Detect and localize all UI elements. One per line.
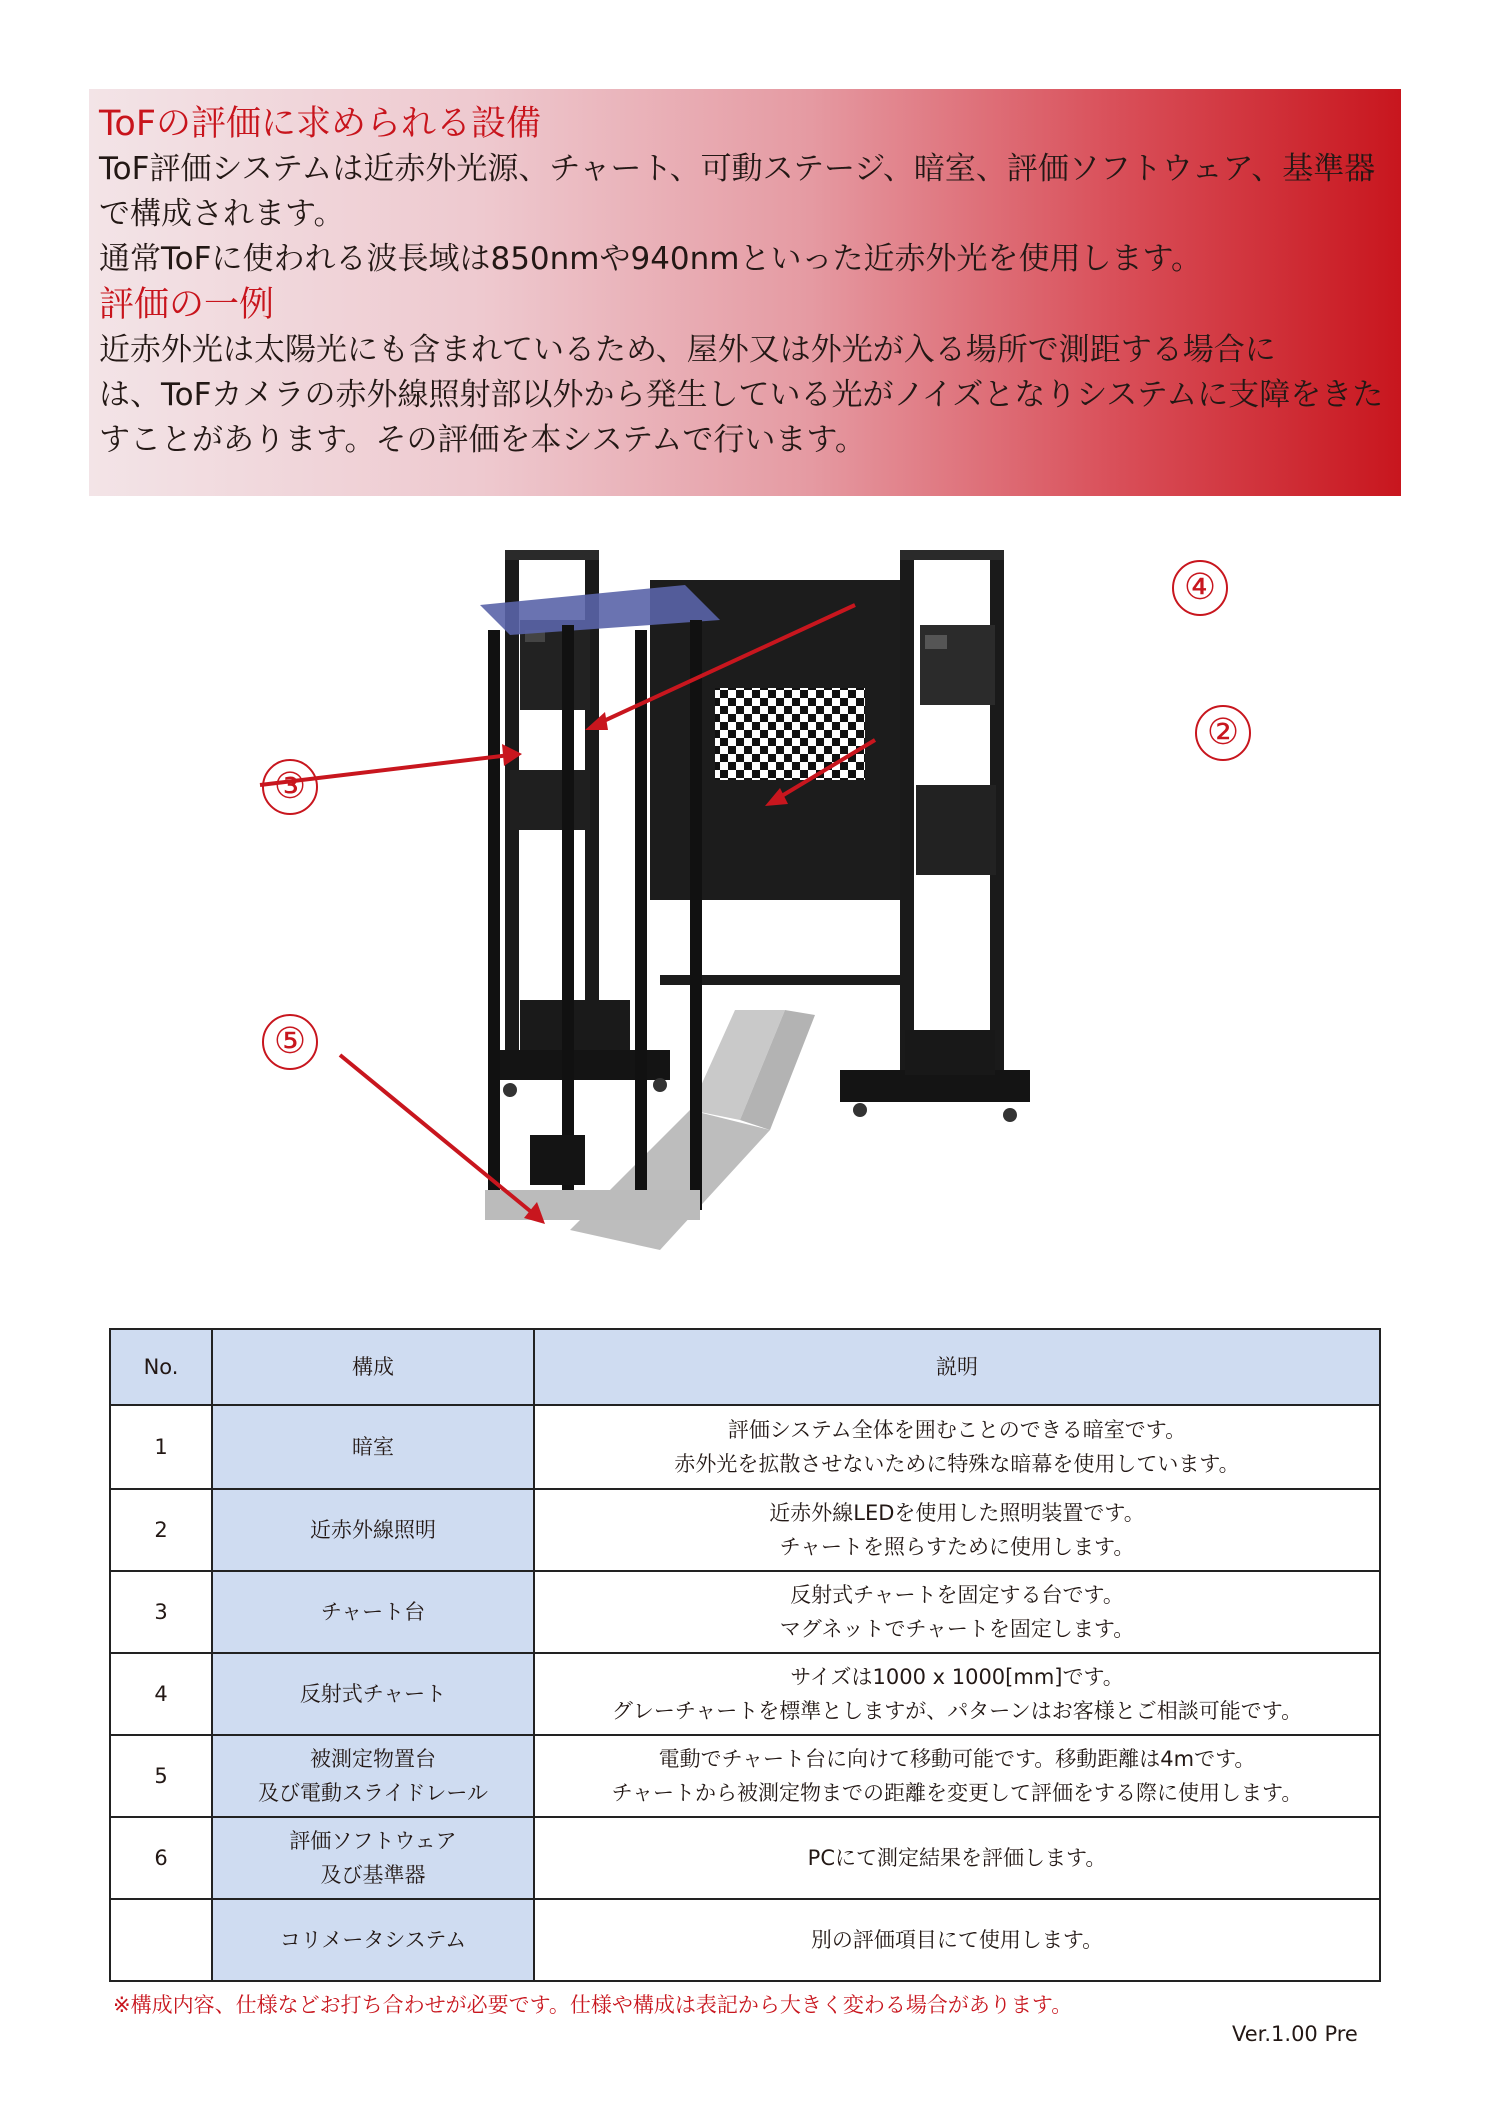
row-no: 3 xyxy=(110,1571,212,1653)
description-line: 赤外光を拡散させないために特殊な暗幕を使用しています。 xyxy=(674,1452,1240,1476)
description-line: PCにて測定結果を評価します。 xyxy=(807,1846,1107,1870)
row-component xyxy=(212,1817,534,1899)
callout-marker-3: ③ xyxy=(262,759,318,815)
component-text: 及び電動スライドレール xyxy=(258,1781,488,1805)
row-component xyxy=(212,1899,534,1981)
row-description xyxy=(534,1653,1380,1735)
table-row xyxy=(110,1899,1380,1981)
intro-text-line: で構成されます。 xyxy=(99,196,345,232)
component-text: コリメータシステム xyxy=(279,1928,467,1952)
component-text: 被測定物置台 xyxy=(310,1747,436,1771)
description-line: グレーチャートを標準としますが、パターンはお客様とご相談可能です。 xyxy=(611,1699,1303,1723)
example-text-line: は、ToFカメラの赤外線照射部以外から発生している光がノイズとなりシステムに支障をきた xyxy=(99,377,1384,413)
example-text-line: 近赤外光は太陽光にも含まれているため、屋外又は外光が入る場所で測距する場合に xyxy=(99,332,1276,368)
description-line: 近赤外線LEDを使用した照明装置です。 xyxy=(769,1501,1145,1525)
component-text: 及び基準器 xyxy=(320,1863,426,1887)
callout-marker-2: ② xyxy=(1195,705,1251,761)
table-row xyxy=(110,1489,1380,1571)
intro-banner xyxy=(89,89,1401,496)
callout-marker-5: ⑤ xyxy=(262,1014,318,1070)
example-text-line: すことがあります。その評価を本システムで行います。 xyxy=(99,422,866,458)
description-line: 評価システム全体を囲むことのできる暗室です。 xyxy=(727,1418,1187,1442)
row-component xyxy=(212,1571,534,1653)
header-no: No. xyxy=(110,1329,212,1405)
row-no: 4 xyxy=(110,1653,212,1735)
description-line: 電動でチャート台に向けて移動可能です。移動距離は4mです。 xyxy=(658,1747,1256,1771)
row-component xyxy=(212,1405,534,1489)
description-line: マグネットでチャートを固定します。 xyxy=(779,1617,1135,1641)
row-description xyxy=(534,1489,1380,1571)
row-component xyxy=(212,1735,534,1817)
intro-text-line: ToF評価システムは近赤外光源、チャート、可動ステージ、暗室、評価ソフトウェア、基準器 xyxy=(99,151,1376,187)
row-component xyxy=(212,1653,534,1735)
component-text: 反射式チャート xyxy=(299,1682,447,1706)
row-no: 2 xyxy=(110,1489,212,1571)
header-component: 構成 xyxy=(212,1329,534,1405)
intro-text-line: 通常ToFに使われる波長域は850nmや940nmといった近赤外光を使用します。 xyxy=(99,241,1203,277)
table-row xyxy=(110,1817,1380,1899)
table-header-row xyxy=(110,1329,1380,1405)
row-description xyxy=(534,1899,1380,1981)
equipment-photo xyxy=(240,530,1240,1330)
description-line: チャートから被測定物までの距離を変更して評価をする際に使用します。 xyxy=(611,1781,1303,1805)
version-label: Ver.1.00 Pre xyxy=(1232,2022,1358,2046)
description-line: チャートを照らすために使用します。 xyxy=(779,1535,1135,1559)
table-row xyxy=(110,1735,1380,1817)
row-no: 6 xyxy=(110,1817,212,1899)
table-row xyxy=(110,1653,1380,1735)
description-line: 反射式チャートを固定する台です。 xyxy=(790,1583,1124,1607)
section-heading-equipment: ToFの評価に求められる設備 xyxy=(99,104,541,144)
row-description xyxy=(534,1735,1380,1817)
table-row xyxy=(110,1571,1380,1653)
callout-marker-4: ④ xyxy=(1172,560,1228,616)
description-line: サイズは1000 x 1000[mm]です。 xyxy=(790,1665,1124,1689)
footnote: ※構成内容、仕様などお打ち合わせが必要です。仕様や構成は表記から大きく変わる場合があります。 xyxy=(113,1993,1073,2017)
row-description xyxy=(534,1817,1380,1899)
row-component xyxy=(212,1489,534,1571)
row-no: 1 xyxy=(110,1405,212,1489)
equipment-table xyxy=(109,1328,1381,1982)
row-no: 5 xyxy=(110,1735,212,1817)
row-description xyxy=(534,1405,1380,1489)
table-row xyxy=(110,1405,1380,1489)
component-text: 近赤外線照明 xyxy=(310,1518,436,1542)
description-line: 別の評価項目にて使用します。 xyxy=(810,1928,1104,1952)
section-heading-example: 評価の一例 xyxy=(99,285,275,325)
row-description xyxy=(534,1571,1380,1653)
component-text: 暗室 xyxy=(352,1435,394,1459)
header-description: 説明 xyxy=(534,1329,1380,1405)
component-text: 評価ソフトウェア xyxy=(289,1829,457,1853)
row-no xyxy=(110,1899,212,1981)
component-text: チャート台 xyxy=(320,1600,426,1624)
